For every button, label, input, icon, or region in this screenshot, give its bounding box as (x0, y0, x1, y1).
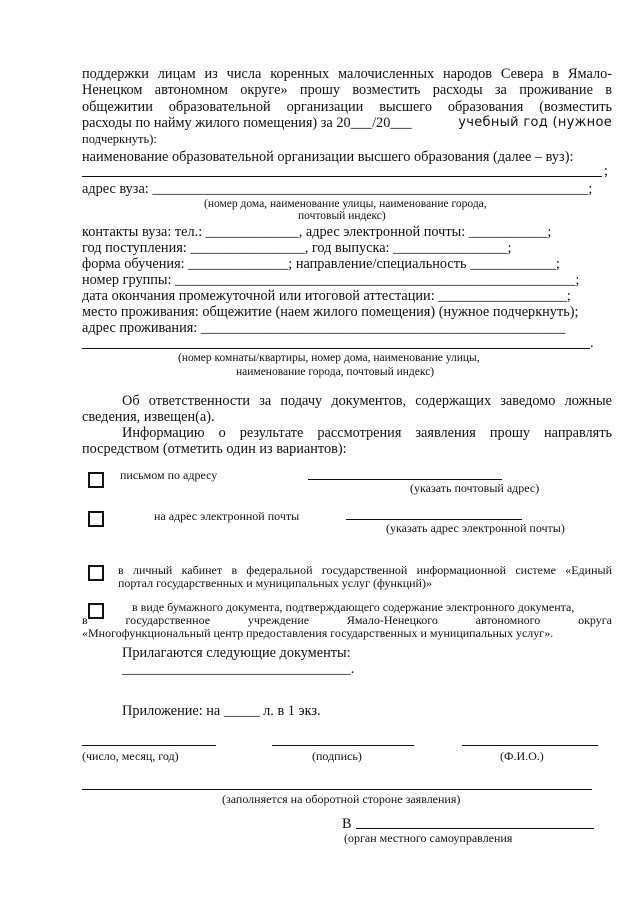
attachments-line[interactable]: ________________________________. (122, 661, 355, 677)
letter-option-checkbox[interactable] (88, 472, 104, 488)
home-address-field[interactable]: адрес проживания: ___________________________________________________ (82, 320, 566, 336)
university-address-field[interactable]: адрес вуза: _____________________________________________________________; (82, 181, 593, 197)
recipient-field[interactable] (356, 828, 594, 829)
university-address-hint-1: (номер дома, наименование улицы, наименование города, (204, 198, 487, 210)
home-address-line-2[interactable] (82, 348, 590, 349)
university-contacts-field[interactable]: контакты вуза: тел.: _____________, адрес электронной почты: ___________; (82, 224, 552, 240)
reverse-side-note: (заполняется на оборотной стороне заявления) (222, 792, 461, 806)
letter-option-label: письмом по адресу (120, 468, 218, 482)
email-option-checkbox[interactable] (88, 511, 104, 527)
residence-field: место проживания: общежитие (наем жилого помещения) (нужное подчеркнуть); (82, 304, 579, 320)
result-info-line-1: Информацию о результате рассмотрения заявления прошу направлять (122, 425, 612, 441)
university-address-hint-2: почтовый индекс) (298, 210, 386, 222)
letter-address-field[interactable] (308, 479, 502, 480)
attachments-title: Прилагаются следующие документы: (122, 645, 351, 661)
email-address-hint: (указать адрес электронной почты) (386, 521, 565, 535)
paper-option-line-2: в государственное учреждение Ямало-Ненецкого автономного округа (82, 613, 612, 627)
intro-line-3: общежитии образовательной организации высшего образования (возместить (82, 99, 612, 115)
result-info-line-2: посредством (отметить один из вариантов): (82, 441, 347, 457)
portal-option-line-2: портал государственных и муниципальных услуг (функций)» (118, 576, 432, 590)
university-name-semicolon: ; (604, 163, 608, 179)
paper-option-line-1: в виде бумажного документа, подтверждающего содержание электронного документа, (132, 600, 575, 614)
attestation-date-field[interactable]: дата окончания промежуточной или итоговой аттестации: __________________; (82, 288, 571, 304)
email-address-field[interactable] (346, 519, 522, 520)
study-years-field[interactable]: год поступления: ________________, год выпуска: ________________; (82, 240, 512, 256)
fullname-field[interactable] (462, 745, 598, 746)
email-option-label: на адрес электронной почты (154, 509, 300, 523)
signature-caption: (подпись) (312, 749, 362, 763)
responsibility-line-2: сведения, извещен(а). (82, 409, 215, 425)
reverse-side-field[interactable] (82, 789, 592, 790)
home-address-period: . (590, 335, 594, 351)
intro-line-2: Ненецком автономном округе» прошу возместить расходы за проживание в (82, 82, 612, 98)
recipient-caption: (орган местного самоуправления (344, 831, 513, 845)
intro-line-4 (82, 115, 612, 131)
recipient-prefix: В (342, 816, 352, 832)
signature-field[interactable] (272, 745, 414, 746)
responsibility-line-1: Об ответственности за подачу документов, содержащих заведомо ложные (122, 393, 612, 409)
academic-year-note: учебный год (нужное (458, 115, 612, 130)
intro-line-5: подчеркнуть): (82, 132, 157, 146)
paper-option-line-3: «Многофункциональный центр предоставления государственных и муниципальных услуг». (82, 626, 554, 640)
group-number-field[interactable]: номер группы: ________________________________________________________; (82, 272, 580, 288)
date-field[interactable] (82, 745, 216, 746)
intro-line-1: поддержки лицам из числа коренных малочисленных народов Севера в Ямало- (82, 66, 612, 82)
fullname-caption: (Ф.И.О.) (500, 749, 544, 763)
study-form-field[interactable]: форма обучения: ______________; направление/специальность ____________; (82, 256, 560, 272)
university-name-label: наименование образовательной организации высшего образования (далее – вуз): (82, 149, 574, 165)
home-address-hint-2: наименование города, почтовый индекс) (236, 366, 435, 378)
letter-address-hint: (указать почтовый адрес) (410, 481, 540, 495)
appendix-line: Приложение: на _____ л. в 1 экз. (122, 703, 321, 719)
date-caption: (число, месяц, год) (82, 749, 179, 763)
home-address-hint-1: (номер комнаты/квартиры, номер дома, наименование улицы, (178, 352, 480, 364)
portal-option-checkbox[interactable] (88, 565, 104, 581)
portal-option-line-1: в личный кабинет в федеральной государственной информационной системе «Единый (118, 563, 612, 577)
intro-line-4-main: расходы по найму жилого помещения) за 20___/20___ (82, 115, 412, 131)
university-name-field[interactable] (82, 176, 602, 177)
